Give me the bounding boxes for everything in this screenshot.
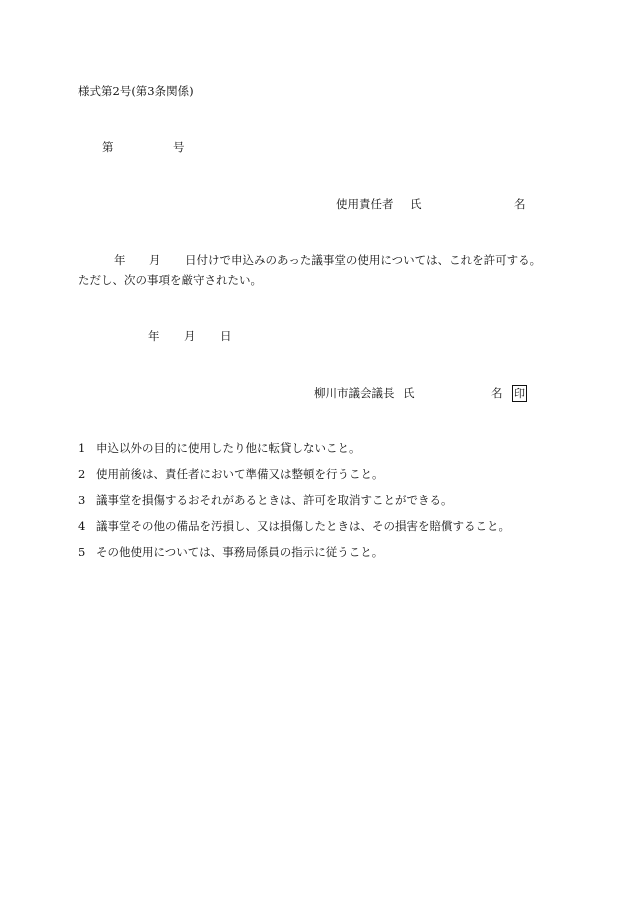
recipient-name-shi: 氏 bbox=[410, 197, 422, 211]
issuer-name-shi: 氏 bbox=[403, 386, 415, 400]
condition-text: 議事堂その他の備品を汚損し、又は損傷したときは、その損害を賠償すること。 bbox=[96, 519, 510, 533]
condition-text: 議事堂を損傷するおそれがあるときは、許可を取消すことができる。 bbox=[96, 493, 453, 507]
issuer-name-mei: 名 bbox=[491, 386, 503, 400]
recipient-title: 使用責任者 bbox=[336, 197, 394, 211]
application-year-label: 年 bbox=[114, 253, 126, 267]
condition-text: 申込以外の目的に使用したり他に転貸しないこと。 bbox=[96, 441, 361, 455]
issue-year-label: 年 bbox=[148, 329, 160, 343]
permit-number-suffix: 号 bbox=[173, 140, 185, 154]
condition-number: 4 bbox=[78, 519, 86, 533]
condition-text: 使用前後は、責任者において準備又は整頓を行うこと。 bbox=[96, 467, 384, 481]
condition-number: 5 bbox=[78, 545, 86, 559]
issue-day-label: 日 bbox=[220, 329, 232, 343]
issue-month-label: 月 bbox=[184, 329, 196, 343]
condition-number: 1 bbox=[78, 441, 86, 455]
permit-proviso: ただし、次の事項を厳守されたい。 bbox=[78, 273, 262, 287]
recipient-name-mei: 名 bbox=[514, 197, 526, 211]
condition-text: その他使用については、事務局係員の指示に従うこと。 bbox=[96, 545, 384, 559]
permit-statement: 日付けで申込みのあった議事堂の使用については、これを許可する。 bbox=[185, 253, 542, 267]
issuer-title: 柳川市議会議長 bbox=[314, 386, 395, 400]
form-number: 様式第2号(第3条関係) bbox=[78, 84, 194, 98]
condition-number: 2 bbox=[78, 467, 86, 481]
permit-number-prefix: 第 bbox=[102, 140, 114, 154]
seal-mark: 印 bbox=[514, 387, 525, 400]
condition-number: 3 bbox=[78, 493, 86, 507]
application-month-label: 月 bbox=[149, 253, 161, 267]
